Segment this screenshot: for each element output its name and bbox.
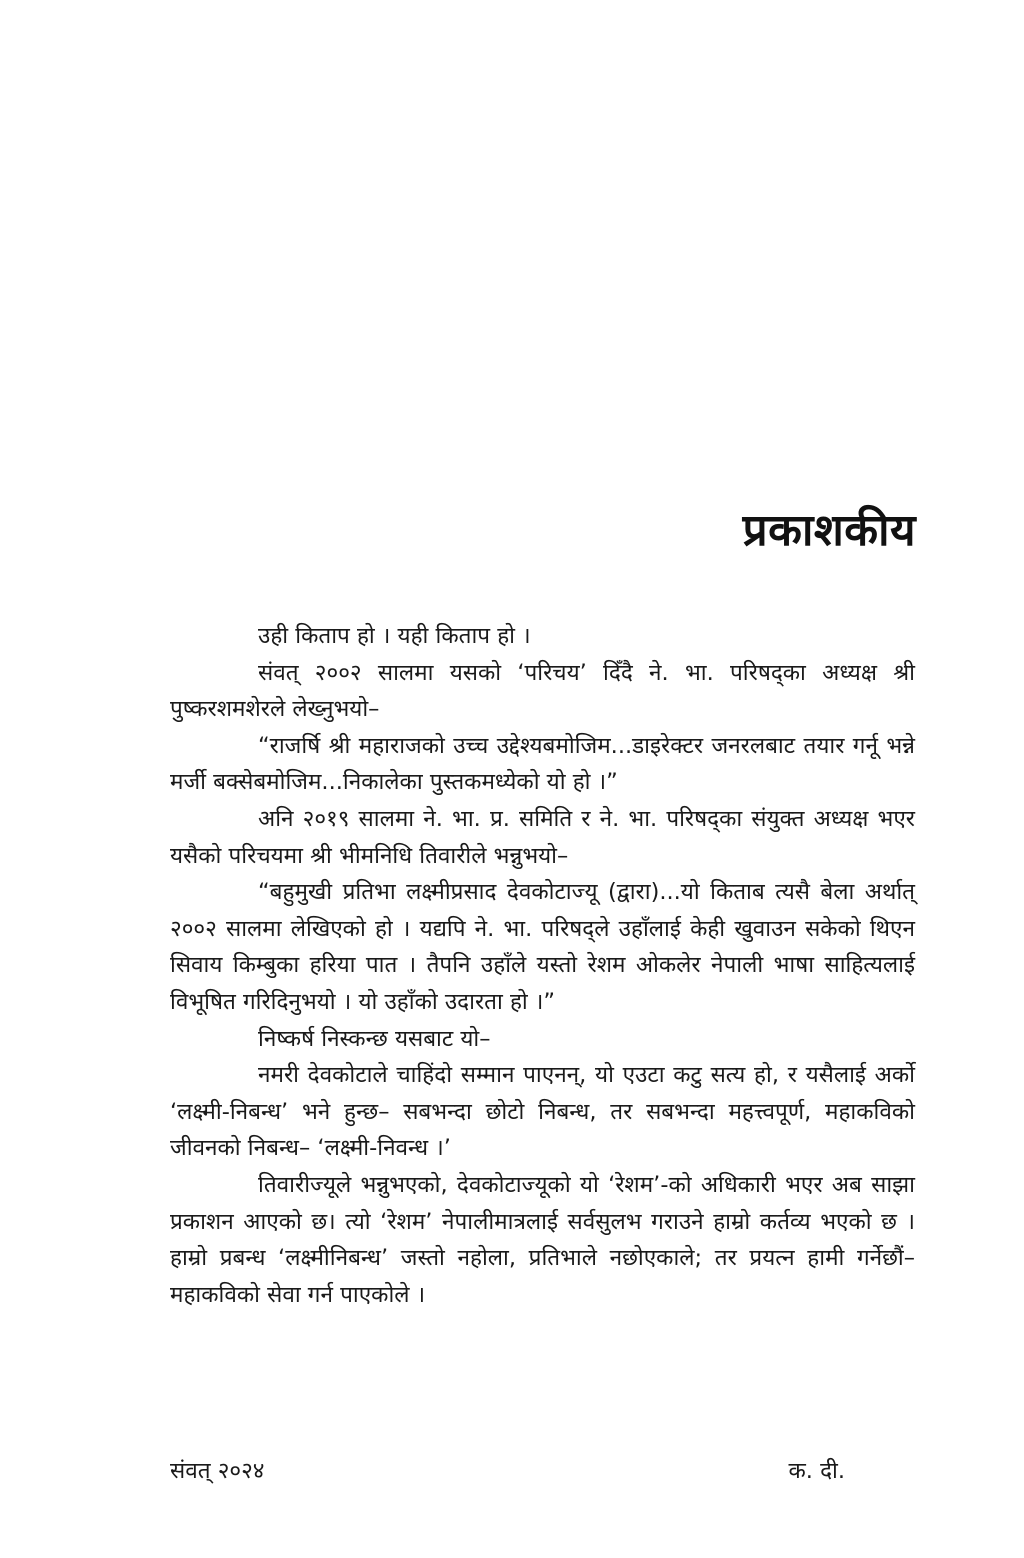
paragraph: “राजर्षि श्री महाराजको उच्च उद्देश्यबमोजिम...डाइरेक्टर जनरलबाट तयार गर्नू भन्ने मर्जी बक्सेबमोजिम...निकालेका पुस्तकमध्येको यो हो ।” — [170, 732, 915, 796]
footer-signature: क. दी. — [788, 1458, 845, 1484]
footer-date: संवत् २०२४ — [170, 1458, 265, 1484]
paragraph: निष्कर्ष निस्कन्छ यसबाट यो– — [258, 1025, 491, 1052]
page-title: प्रकाशकीय — [742, 505, 916, 556]
paragraph: नमरी देवकोटाले चाहिंदो सम्मान पाएनन्, यो एउटा कटु सत्य हो, र यसैलाई अर्को ‘लक्ष्मी-निबन्ध’ भने हुन्छ– सबभन्दा छोटो निबन्ध, तर सबभन्दा महत्त्वपूर्ण, महाकविको जीवनको निबन्ध– ‘लक्ष्मी-निवन्ध ।’ — [170, 1062, 915, 1162]
paragraph: तिवारीज्यूले भन्नुभएको, देवकोटाज्यूको यो ‘रेशम’-को अधिकारी भएर अब साझा प्रकाशन आएको छ। त्यो ‘रेशम’ नेपालीमात्रलाई सर्वसुलभ गराउने हाम्रो कर्तव्य भएको छ । हाम्रो प्रबन्ध ‘लक्ष्मीनिबन्ध’ जस्तो नहोला, प्रतिभाले नछोएकाले; तर प्रयत्न हामी गर्नेछौं– महाकविको सेवा गर्न पाएकोले । — [170, 1171, 915, 1308]
paragraph: अनि २०१९ सालमा ने. भा. प्र. समिति र ने. भा. परिषद्का संयुक्त अध्यक्ष भएर यसैको परिचयमा श्री भीमनिधि तिवारीले भन्नुभयो– — [170, 805, 915, 869]
paragraph: “बहुमुखी प्रतिभा लक्ष्मीप्रसाद देवकोटाज्यू (द्वारा)...यो किताब त्यसै बेला अर्थात् २००२ सालमा लेखिएको हो । यद्यपि ने. भा. परिषद्ले उहाँलाई केही खुवाउन सकेको थिएन सिवाय किम्बुका हरिया पात । तैपनि उहाँले यस्तो रेशम ओकलेर नेपाली भाषा साहित्यलाई विभूषित गरिदिनुभयो । यो उहाँको उदारता हो ।” — [170, 879, 915, 1015]
paragraph: उही किताप हो । यही किताप हो । — [258, 623, 531, 649]
paragraph: संवत् २००२ सालमा यसको ‘परिचय’ दिँदै ने. भा. परिषद्का अध्यक्ष श्री पुष्करशमशेरले लेख्नुभयो– — [170, 659, 915, 723]
preface-footer — [170, 1453, 845, 1489]
preface-body — [170, 618, 915, 1313]
